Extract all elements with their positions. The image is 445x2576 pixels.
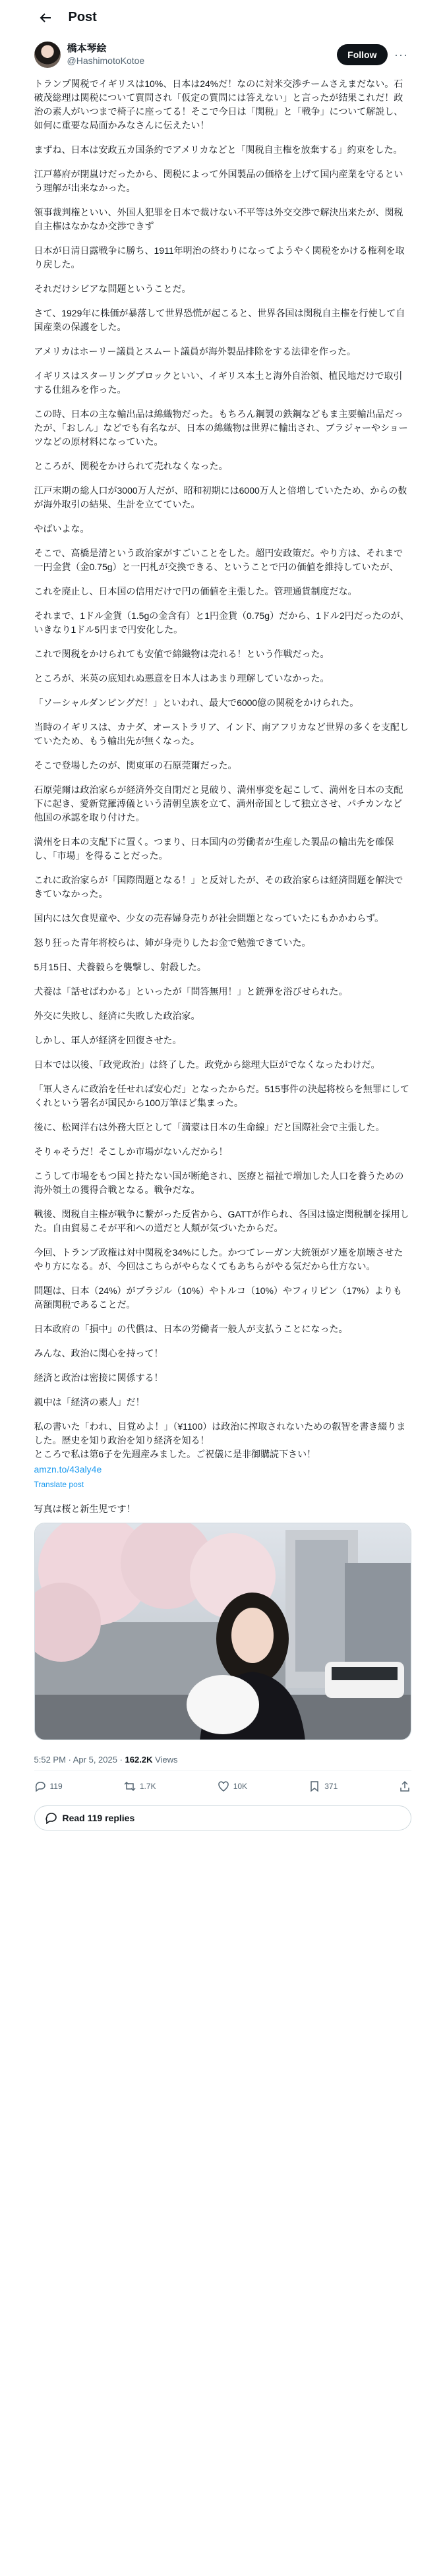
like-count: 10K [233,1782,248,1791]
chat-bubble-icon [45,1812,57,1824]
post-paragraph: これに政治家らが「国際問題となる！」と反対したが、その政治家らは経済問題を解決できていなかった。 [34,875,403,899]
post-paragraph: 経済と政治は密接に関係する！ [34,1372,163,1383]
post-paragraph: しかし、軍人が経済を回復させた。 [34,1035,182,1045]
reply-count: 119 [49,1782,63,1791]
more-icon[interactable]: ··· [394,47,408,61]
repost-icon [124,1780,136,1792]
read-replies-button[interactable] [34,1805,411,1830]
post-paragraph: この時、日本の主な輸出品は綿織物だった。もちろん鋼製の鉄鋼などもま主要輸出品だったが、「おしん」などでも有名なが、日本の綿織物は世界に輸出され、ブラジャーやショーツなどの原材料になっていた。 [34,409,408,447]
post-paragraph: みんな、政治に関心を持って！ [34,1348,163,1359]
heart-icon [218,1780,229,1792]
post-paragraph: 満州を日本の支配下に置く。つまり、日本国内の労働者が生産した製品の輸出先を確保し、「市場」を得ることだった。 [34,836,394,861]
bookmark-icon [309,1780,320,1792]
repost-count: 1.7K [139,1782,156,1791]
post-paragraph: 5月15日、犬養毅らを襲撃し、射殺した。 [34,962,206,972]
reply-button[interactable] [34,1780,63,1792]
post-paragraph: アメリカはホーリー議員とスムート議員が海外製品排除をする法律を作った。 [34,346,356,357]
post-paragraph: 江戸末期の総人口が3000万人だが、昭和初期には6000万人と倍増していたため、からの数が海外取引の結果、生計を立てていた。 [34,485,407,510]
post-photo[interactable] [34,1523,411,1740]
like-button[interactable] [218,1780,247,1792]
author-row [25,35,421,74]
post-paragraph: 当時のイギリスは、カナダ、オーストラリア、インド、南アフリカなど世界の多くを支配していたため、もう輸出先が無くなった。 [34,722,409,746]
read-replies-label: Read 119 replies [62,1813,135,1823]
author-name[interactable]: 橋本琴絵 [67,43,107,54]
post-paragraph: 外交に失敗し、経済に失敗した政治家。 [34,1010,200,1021]
post-paragraph: 親中は「経済の素人」だ！ [34,1397,145,1407]
post-meta [25,1740,421,1767]
bookmark-count: 371 [324,1782,338,1791]
post-paragraph: これを廃止し、日本国の信用だけで円の価値を主張した。管理通貨制度だな。 [34,586,357,597]
post-paragraph: トランプ関税でイギリスは10%、日本は24%だ！なのに対米交渉チームさえまだない。石破茂総理は関税について質問され「仮定の質問には答えない」と言ったが結果これだ！政治の素人がいつまで椅子に座ってる！そこで今日は「関税」と「戦争」について解説し、如何に重要な局面かみなさんに伝えたい！ [34,78,403,131]
top-bar [25,0,421,35]
page-title: Post [68,10,97,24]
author-handle[interactable]: @HashimotoKotoe [67,55,145,66]
post-text [25,74,421,1516]
post-paragraph: 後に、松岡洋右は外務大臣として「満蒙は日本の生命線」だと国際社会で主張した。 [34,1122,385,1132]
post-paragraph: それだけシビアな問題ということだ。 [34,283,191,294]
views-count: 162.2K [125,1755,153,1765]
post-paragraph: 私の書いた「われ、目覚めよ！」（¥1100）は政治に搾取されないための叡智を書き綴りました。歴史を知り政治を知り経済を知る！ ところで私は第6子を先週産みました。ご祝儀に是非御購読下さい！ [34,1421,406,1459]
post-paragraph: イギリスはスターリングブロックといい、イギリス本土と海外自治領、植民地だけで取引する仕組みを作った。 [34,370,403,395]
views-label: Views [152,1755,178,1765]
post-link[interactable]: amzn.to/43aly4e [34,1464,102,1475]
post-paragraph: 国内には欠食児童や、少女の売春婦身売りが社会問題となっていたにもかかわらず。 [34,913,384,923]
bookmark-button[interactable] [309,1780,338,1792]
post-paragraph: ところが、関税をかけられて売れなくなった。 [34,461,228,471]
post-paragraph: こうして市場をもつ国と持たない国が断絶され、医療と福祉で増加した人口を養うための海外領土の獲得合戦となる。戦争だな。 [34,1171,404,1195]
reply-icon [34,1780,46,1792]
action-bar [25,1771,421,1801]
post-paragraph: それまで、1ドル金貨（1.5gの金含有）と1円金貨（0.75g）だから、1ドル2円だったのが、いきなり1ドル5円まで円安化した。 [34,610,409,635]
repost-button[interactable] [124,1780,156,1792]
post-paragraph: そこで、高橋是清という政治家がすごいことをした。超円安政策だ。やり方は、それまで一円金貨（金0.75g）と一円札が交換できる、ということで円の価値を維持していたが、 [34,548,403,572]
post-paragraph: 日本が日清日露戦争に勝ち、1911年明治の終わりになってようやく関税をかける権利を取り戻した。 [34,245,405,270]
post-paragraph: やばいよな。 [34,523,90,534]
post-page [25,0,421,2576]
post-paragraph: そこで登場したのが、関東軍の石原莞爾だった。 [34,760,237,771]
post-paragraph: 領事裁判権といい、外国人犯罪を日本で裁けない不平等は外交交渉で解決出来たが、関税自主権はなかなか交渉できず [34,207,403,231]
photo-image [35,1523,411,1740]
post-paragraph: そりゃそうだ！そこしか市場がないんだから！ [34,1146,228,1157]
post-paragraph: 日本では以後、「政党政治」は終了した。政党から総理大臣がでなくなったわけだ。 [34,1059,380,1070]
post-paragraph: 「ソーシャルダンピングだ！」といわれ、最大で6000億の関税をかけられた。 [34,697,359,708]
post-paragraph: 戦後、関税自主権が戦争に繋がった反省から、GATTが作られ、各国は協定関税制を採用した。自由貿易こそが平和への道だと人類が気づいたからだ。 [34,1209,409,1233]
post-paragraph: 日本政府の「損中」の代償は、日本の労働者一般人が支払うことになった。 [34,1324,348,1334]
post-paragraph: 石原莞爾は政治家らが経済外交自閉だと見破り、満州事変を起こして、満州を日本の支配下に起き、愛新覚羅溥儀という清朝皇族を立て、満州帝国として独立させ、パチカンなど他国の承認を取り付けた。 [34,784,403,823]
post-paragraph: ところが、米英の底知れぬ悪意を日本人はあまり理解していなかった。 [34,673,330,684]
post-paragraph: 今回、トランプ政権は対中関税を34%にした。かつてレーガン大統領がソ連を崩壊させたやり方になる。が、今回はこちらがやらなくてもあちらがやる気だから仕方ない。 [34,1247,403,1272]
post-paragraph: 怒り狂った青年将校らは、姉が身売りしたお金で勉強できていた。 [34,937,311,948]
back-arrow-icon[interactable] [34,7,57,29]
post-paragraph: 犬養は「話せばわかる」といったが「問答無用！」と銃弾を浴びせられた。 [34,986,348,997]
post-paragraph: 「軍人さんに政治を任せれば安心だ」となったからだ。515事件の決起将校らを無罪にしてくれという署名が国民から100万筆ほど集まった。 [34,1084,409,1108]
share-icon [399,1780,411,1792]
translate-post-link[interactable]: Translate post [34,1480,84,1489]
photo-caption: 写真は桜と新生児です！ [34,1504,136,1514]
share-button[interactable] [399,1780,411,1792]
avatar[interactable] [34,42,61,68]
post-paragraph: まずね、日本は安政五カ国条約でアメリカなどと「関税自主権を放棄する」約束をした。 [34,144,403,155]
author-names [67,43,338,67]
post-paragraph: これで関税をかけられても安値で綿織物は売れる！という作戦だった。 [34,649,330,659]
post-paragraph: さて、1929年に株価が暴落して世界恐慌が起こると、世界各国は関税自主権を行使して自国産業の保護をした。 [34,308,405,332]
follow-button[interactable]: Follow [337,44,387,65]
post-timestamp[interactable]: 5:52 PM · Apr 5, 2025 · [34,1755,125,1765]
post-paragraph: 問題は、日本（24%）がブラジル（10%）やトルコ（10%）やフィリピン（17%）よりも高額関税であることだ。 [34,1285,402,1310]
post-paragraph: 江戸幕府が閉嵐けだったから、関税によって外国製品の価格を上げて国内産業を守るという理解が出来なかった。 [34,169,403,193]
